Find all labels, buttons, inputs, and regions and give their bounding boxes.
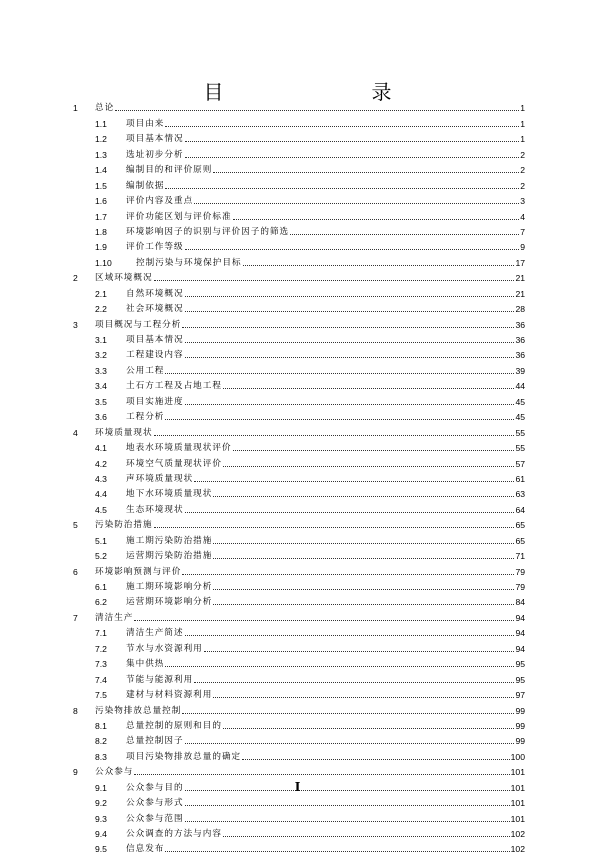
toc-entry[interactable] <box>73 763 525 778</box>
dot-leader <box>165 666 514 667</box>
toc-entry-label <box>126 721 525 731</box>
toc-entry[interactable] <box>73 130 525 145</box>
toc-entry-page: 95 <box>515 674 525 685</box>
toc-entry-title: 节能与能源利用 <box>126 674 194 685</box>
toc-entry-label <box>95 567 525 577</box>
toc-entry-number: 4.4 <box>95 489 107 500</box>
dot-leader <box>185 157 520 158</box>
toc-entry-number: 1.2 <box>95 134 107 145</box>
toc-entry-page: 55 <box>515 427 525 438</box>
toc-entry-title: 公众参与范围 <box>126 813 184 824</box>
toc-entry-label <box>126 644 525 654</box>
dot-leader <box>213 604 514 605</box>
toc-entry[interactable] <box>73 701 525 716</box>
toc-entry-title: 运营期环境影响分析 <box>126 597 213 608</box>
toc-entry[interactable] <box>73 176 525 191</box>
dot-leader <box>185 342 515 343</box>
dot-leader <box>213 496 514 497</box>
dot-leader <box>182 327 514 328</box>
toc-entry-page: 65 <box>515 535 525 546</box>
toc-entry-label <box>126 134 525 144</box>
toc-entry-page: 36 <box>515 319 525 330</box>
toc-entry-page: 45 <box>515 396 525 407</box>
toc-entry-page: 100 <box>510 751 525 762</box>
dot-leader <box>154 435 515 436</box>
toc-entry[interactable] <box>73 470 525 485</box>
toc-entry-label <box>95 320 525 330</box>
toc-entry-number: 2 <box>73 273 78 284</box>
toc-entry-title: 公众参与 <box>95 767 134 778</box>
toc-entry-title: 清洁生产简述 <box>126 628 184 639</box>
toc-entry-label <box>126 165 525 175</box>
toc-entry-number: 7.2 <box>95 643 107 654</box>
toc-entry-number: 1 <box>73 103 78 114</box>
toc-entry-label <box>95 273 525 283</box>
toc-entry-number: 6.1 <box>95 582 107 592</box>
dot-leader <box>194 481 514 482</box>
toc-entry-title: 编制目的和评价原则 <box>126 165 213 176</box>
toc-entry-title: 工程分析 <box>126 412 165 423</box>
toc-entry[interactable] <box>73 253 525 268</box>
table-of-contents <box>73 99 525 855</box>
dot-leader <box>134 620 514 621</box>
toc-entry-page: 2 <box>520 165 525 176</box>
toc-entry-label <box>126 412 525 422</box>
toc-entry[interactable] <box>73 223 525 238</box>
toc-entry-title: 编制依据 <box>126 180 165 191</box>
dot-leader <box>233 450 515 451</box>
toc-entry-title: 总量控制的原则和目的 <box>126 720 222 731</box>
toc-entry-number: 8 <box>73 705 78 716</box>
dot-leader <box>182 574 514 575</box>
toc-entry-label <box>126 335 525 345</box>
toc-entry-page: 61 <box>515 473 525 484</box>
toc-entry-number: 8.1 <box>95 720 107 731</box>
dot-leader <box>185 311 515 312</box>
toc-entry-number: 1.9 <box>95 242 107 253</box>
toc-entry[interactable] <box>73 454 525 469</box>
toc-entry-page: 45 <box>515 412 525 423</box>
toc-entry[interactable] <box>73 547 525 562</box>
toc-entry-label <box>126 736 525 746</box>
toc-entry[interactable] <box>73 114 525 129</box>
toc-entry-label <box>95 520 525 530</box>
toc-entry-title: 污染物排放总量控制 <box>95 705 182 716</box>
toc-entry-label <box>95 428 525 438</box>
toc-entry-title: 地下水环境质量现状 <box>126 489 213 500</box>
dot-leader <box>185 249 520 250</box>
toc-entry-label <box>126 659 525 669</box>
toc-entry-page: 94 <box>515 612 525 623</box>
toc-entry-label <box>126 397 525 407</box>
toc-entry-title: 清洁生产 <box>95 612 134 623</box>
toc-entry-page: 64 <box>515 504 525 515</box>
dot-leader <box>154 527 515 528</box>
toc-entry-number: 4.2 <box>95 458 107 469</box>
toc-entry-label <box>126 381 525 391</box>
toc-entry-title: 声环境质量现状 <box>126 473 194 484</box>
toc-entry-number: 3 <box>73 319 78 330</box>
toc-entry-title: 地表水环境质量现状评价 <box>126 443 232 454</box>
toc-entry-label <box>126 597 525 607</box>
toc-entry-page: 101 <box>510 798 525 809</box>
dot-leader <box>213 172 519 173</box>
toc-entry-page: 94 <box>515 628 525 639</box>
toc-entry-number: 4 <box>73 427 78 438</box>
dot-leader <box>165 188 519 189</box>
toc-entry[interactable] <box>73 161 525 176</box>
toc-entry-title: 施工期环境影响分析 <box>126 582 213 592</box>
toc-entry-number: 9.1 <box>95 782 107 793</box>
toc-entry[interactable] <box>73 809 525 824</box>
dot-leader <box>154 280 515 281</box>
toc-entry-title: 评价工作等级 <box>126 242 184 253</box>
toc-entry-page: 65 <box>515 520 525 531</box>
toc-entry-title: 集中供热 <box>126 659 165 670</box>
toc-entry-page: 4 <box>520 211 525 222</box>
dot-leader <box>185 805 510 806</box>
toc-entry[interactable] <box>73 608 525 623</box>
toc-entry-title: 评价功能区划与评价标准 <box>126 211 232 222</box>
toc-entry-number: 4.1 <box>95 443 107 454</box>
toc-entry[interactable] <box>73 238 525 253</box>
toc-entry-title: 工程建设内容 <box>126 350 184 361</box>
toc-entry-label <box>126 119 525 129</box>
toc-entry-page: 79 <box>515 566 525 577</box>
toc-entry-number: 7 <box>73 612 78 623</box>
toc-entry-page: 17 <box>515 257 525 268</box>
toc-entry-title: 运营期污染防治措施 <box>126 551 213 562</box>
toc-entry-title: 选址初步分析 <box>126 149 184 160</box>
toc-entry[interactable] <box>73 747 525 762</box>
toc-entry-title: 公众参与目的 <box>126 782 184 793</box>
toc-entry-title: 土石方工程及占地工程 <box>126 381 222 392</box>
toc-entry-number: 3.5 <box>95 396 107 407</box>
toc-entry-label <box>126 196 525 206</box>
toc-entry[interactable] <box>73 377 525 392</box>
toc-entry-number: 4.5 <box>95 504 107 515</box>
dot-leader <box>165 851 509 852</box>
toc-entry[interactable] <box>73 578 525 593</box>
toc-entry[interactable] <box>73 315 525 330</box>
toc-entry[interactable] <box>73 717 525 732</box>
toc-entry-title: 公众参与形式 <box>126 798 184 809</box>
toc-entry[interactable] <box>73 562 525 577</box>
toc-entry-label <box>126 212 525 222</box>
dot-leader <box>223 728 514 729</box>
toc-entry-title: 评价内容及重点 <box>126 196 194 207</box>
dot-leader <box>185 635 515 636</box>
toc-entry-label <box>126 181 525 191</box>
toc-entry-number: 6 <box>73 566 78 577</box>
toc-entry-number: 7.3 <box>95 659 107 670</box>
dot-leader <box>223 388 514 389</box>
toc-entry-title: 节水与水资源利用 <box>126 643 203 654</box>
toc-entry-page: 99 <box>515 720 525 731</box>
toc-entry-number: 3.1 <box>95 335 107 345</box>
dot-leader <box>115 110 519 111</box>
toc-entry[interactable] <box>73 670 525 685</box>
toc-entry-page: 71 <box>515 551 525 562</box>
toc-entry-page: 3 <box>520 196 525 207</box>
toc-entry-page: 2 <box>520 180 525 191</box>
toc-entry-page: 95 <box>515 659 525 670</box>
toc-entry[interactable] <box>73 423 525 438</box>
toc-entry-number: 1.3 <box>95 149 107 160</box>
toc-entry-number: 5.2 <box>95 551 107 562</box>
toc-entry-page: 101 <box>510 767 525 778</box>
toc-entry-label <box>95 706 525 716</box>
toc-entry-label <box>95 613 525 623</box>
toc-entry-number: 3.3 <box>95 365 107 376</box>
toc-entry-label <box>126 505 525 515</box>
dot-leader <box>213 589 514 590</box>
dot-leader <box>185 357 515 358</box>
toc-entry[interactable] <box>73 361 525 376</box>
toc-entry-page: 84 <box>515 597 525 608</box>
toc-entry-page: 57 <box>515 458 525 469</box>
toc-entry-number: 1.7 <box>95 211 107 222</box>
toc-entry-title: 项目概况与工程分析 <box>95 319 182 330</box>
toc-entry-label <box>126 690 525 700</box>
toc-entry-title: 环境影响预测与评价 <box>95 566 182 577</box>
toc-entry-label <box>126 582 525 592</box>
toc-entry-page: 99 <box>515 736 525 747</box>
toc-entry-page: 36 <box>515 335 525 345</box>
toc-entry-page: 63 <box>515 489 525 500</box>
toc-entry-label <box>136 258 525 268</box>
toc-entry-label <box>126 798 525 808</box>
toc-entry-title: 项目由来 <box>126 118 165 129</box>
toc-entry-label <box>126 443 525 453</box>
toc-entry-title: 公用工程 <box>126 365 165 376</box>
toc-entry[interactable] <box>73 284 525 299</box>
toc-entry[interactable] <box>73 207 525 222</box>
toc-entry-label <box>126 350 525 360</box>
dot-leader <box>185 821 510 822</box>
toc-entry-page: 21 <box>515 288 525 299</box>
toc-entry-label <box>126 829 525 839</box>
toc-entry-title: 信息发布 <box>126 844 165 855</box>
toc-entry-title: 自然环境概况 <box>126 288 184 299</box>
dot-leader <box>243 265 515 266</box>
toc-entry-number: 9 <box>73 767 78 778</box>
toc-entry-label <box>126 150 525 160</box>
toc-entry-page: 44 <box>515 381 525 392</box>
toc-entry-page: 101 <box>510 782 525 793</box>
dot-leader <box>290 234 519 235</box>
toc-entry-label <box>126 289 525 299</box>
toc-entry-number: 1.4 <box>95 165 107 176</box>
toc-entry-number: 9.2 <box>95 798 107 809</box>
toc-entry-number: 5 <box>73 520 78 531</box>
toc-entry-label <box>126 814 525 824</box>
toc-entry-title: 环境空气质量现状评价 <box>126 458 222 469</box>
toc-entry-page: 9 <box>520 242 525 253</box>
toc-entry[interactable] <box>73 639 525 654</box>
toc-entry-title: 公众调查的方法与内容 <box>126 829 222 839</box>
dot-leader <box>134 774 509 775</box>
toc-entry-label <box>126 489 525 499</box>
toc-entry-title: 生态环境现状 <box>126 504 184 515</box>
dot-leader <box>165 373 514 374</box>
toc-entry[interactable] <box>73 269 525 284</box>
toc-entry[interactable] <box>73 825 525 840</box>
toc-entry-title: 控制污染与环境保护目标 <box>136 257 242 268</box>
toc-entry[interactable] <box>73 655 525 670</box>
toc-entry-page: 1 <box>520 103 525 114</box>
toc-entry-title: 施工期污染防治措施 <box>126 535 213 546</box>
toc-entry-label <box>126 536 525 546</box>
toc-entry-page: 99 <box>515 705 525 716</box>
toc-entry-number: 1.8 <box>95 226 107 237</box>
toc-entry-number: 5.1 <box>95 535 107 546</box>
toc-entry[interactable] <box>73 840 525 855</box>
dot-leader <box>185 512 515 513</box>
toc-entry-label <box>126 242 525 252</box>
toc-entry-page: 102 <box>510 829 525 839</box>
toc-entry-number: 1.10 <box>95 257 112 268</box>
toc-entry-title: 总量控制因子 <box>126 736 184 747</box>
toc-entry-number: 7.5 <box>95 690 107 701</box>
toc-entry-page: 94 <box>515 643 525 654</box>
toc-entry-number: 9.4 <box>95 829 107 839</box>
toc-entry-number: 1.5 <box>95 180 107 191</box>
toc-entry-label <box>126 227 525 237</box>
toc-entry[interactable] <box>73 408 525 423</box>
toc-entry[interactable] <box>73 392 525 407</box>
toc-entry-page: 28 <box>515 304 525 315</box>
toc-entry[interactable] <box>73 300 525 315</box>
toc-entry-label <box>126 628 525 638</box>
toc-entry-number: 6.2 <box>95 597 107 608</box>
toc-entry-label <box>126 551 525 561</box>
toc-entry[interactable] <box>73 732 525 747</box>
toc-entry-page: 101 <box>510 813 525 824</box>
dot-leader <box>165 126 519 127</box>
toc-entry-label <box>95 767 525 777</box>
dot-leader <box>223 836 510 837</box>
toc-entry-page: 1 <box>520 134 525 145</box>
toc-entry-number: 7.4 <box>95 674 107 685</box>
dot-leader <box>223 466 514 467</box>
toc-entry-number: 7.1 <box>95 628 107 639</box>
toc-entry-number: 8.3 <box>95 751 107 762</box>
toc-entry-page: 79 <box>515 582 525 592</box>
toc-entry-number: 8.2 <box>95 736 107 747</box>
toc-entry[interactable] <box>73 531 525 546</box>
toc-entry-number: 3.6 <box>95 412 107 423</box>
toc-entry[interactable] <box>73 99 525 114</box>
toc-entry-page: 2 <box>520 149 525 160</box>
toc-entry-number: 9.3 <box>95 813 107 824</box>
toc-entry-page: 39 <box>515 365 525 376</box>
toc-entry[interactable] <box>73 516 525 531</box>
toc-entry[interactable] <box>73 624 525 639</box>
toc-entry-page: 21 <box>515 273 525 284</box>
toc-entry-page: 102 <box>510 844 525 855</box>
toc-entry-number: 1.6 <box>95 196 107 207</box>
toc-entry[interactable] <box>73 439 525 454</box>
toc-entry-label <box>126 304 525 314</box>
toc-entry-page: 36 <box>515 350 525 361</box>
toc-entry-number: 1.1 <box>95 118 107 129</box>
toc-entry-title: 社会环境概况 <box>126 304 184 315</box>
dot-leader <box>213 697 514 698</box>
toc-entry[interactable] <box>73 346 525 361</box>
toc-entry-number: 9.5 <box>95 844 107 855</box>
page-number: I <box>294 780 301 794</box>
toc-entry-number: 4.3 <box>95 473 107 484</box>
toc-entry-title: 项目基本情况 <box>126 134 184 145</box>
toc-entry-title: 环境影响因子的识别与评价因子的筛选 <box>126 226 290 237</box>
toc-entry-label <box>95 103 525 113</box>
toc-entry-page: 1 <box>520 118 525 129</box>
dot-leader <box>165 419 514 420</box>
toc-entry[interactable] <box>73 145 525 160</box>
toc-entry[interactable] <box>73 331 525 346</box>
toc-entry-label <box>126 752 525 762</box>
dot-leader <box>194 203 519 204</box>
toc-entry-number: 2.2 <box>95 304 107 315</box>
dot-leader <box>204 651 515 652</box>
toc-entry-title: 污染防治措施 <box>95 520 153 531</box>
dot-leader <box>185 404 515 405</box>
dot-leader <box>185 141 520 142</box>
dot-leader <box>194 682 514 683</box>
toc-entry-title: 总论 <box>95 103 115 114</box>
toc-entry-number: 3.2 <box>95 350 107 361</box>
toc-entry[interactable] <box>73 500 525 515</box>
toc-entry-label <box>126 675 525 685</box>
toc-entry-title: 环境质量现状 <box>95 427 153 438</box>
dot-leader <box>242 759 510 760</box>
toc-entry-title: 项目污染物排放总量的确定 <box>126 751 242 762</box>
toc-entry[interactable] <box>73 485 525 500</box>
toc-entry[interactable] <box>73 686 525 701</box>
toc-entry-label <box>126 844 525 854</box>
toc-entry-title: 项目实施进度 <box>126 396 184 407</box>
toc-entry-title: 区域环境概况 <box>95 273 153 284</box>
page-title: 目 录 <box>203 80 428 104</box>
dot-leader <box>213 543 514 544</box>
dot-leader <box>185 743 515 744</box>
toc-entry[interactable] <box>73 593 525 608</box>
toc-entry-label <box>126 366 525 376</box>
toc-entry-title: 项目基本情况 <box>126 335 184 345</box>
toc-entry-number: 3.4 <box>95 381 107 392</box>
dot-leader <box>182 713 514 714</box>
toc-entry[interactable] <box>73 192 525 207</box>
dot-leader <box>233 219 520 220</box>
dot-leader <box>185 296 515 297</box>
toc-entry-page: 55 <box>515 443 525 454</box>
dot-leader <box>213 558 514 559</box>
toc-entry-label <box>126 459 525 469</box>
toc-entry[interactable] <box>73 794 525 809</box>
toc-entry-title: 建材与材料资源利用 <box>126 690 213 701</box>
toc-entry-number: 2.1 <box>95 288 107 299</box>
toc-entry-label <box>126 474 525 484</box>
toc-entry-page: 7 <box>520 226 525 237</box>
toc-entry-page: 97 <box>515 690 525 701</box>
